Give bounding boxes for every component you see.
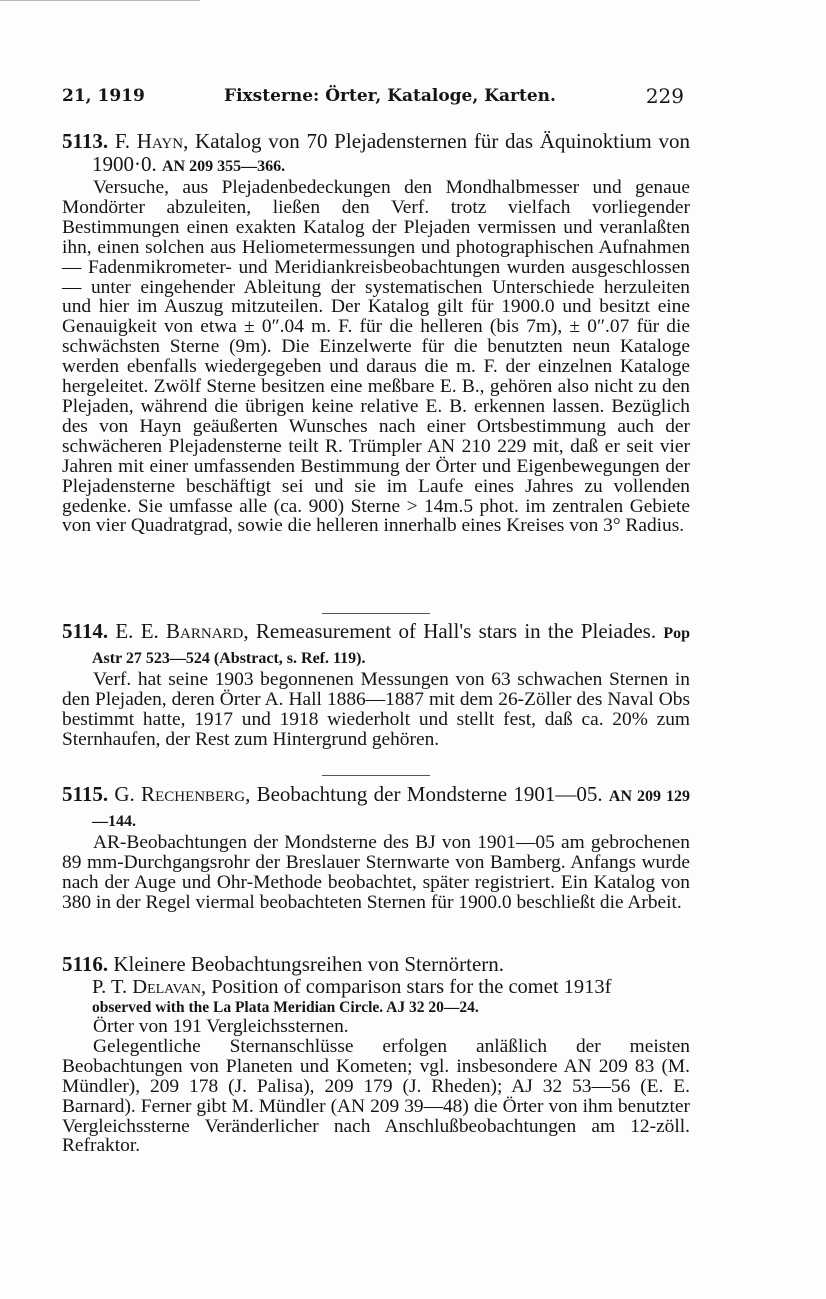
entry-reference: Pop Astr 27 523—524 (Abstract, s. Ref. 119).	[92, 625, 691, 667]
entry-heading	[62, 783, 690, 833]
entry-5113	[62, 130, 690, 536]
sub-entry-reference: observed with the La Plata Meridian Circle. AJ 32 20—24.	[92, 999, 479, 1016]
running-header	[62, 84, 684, 114]
entry-title: Kleinere Beobachtungsreihen von Sternörtern.	[113, 952, 505, 976]
entry-author: E. E. Barnard,	[115, 619, 249, 643]
entry-title: Beobachtung der Mondsterne 1901—05.	[256, 782, 603, 806]
entry-abstract: AR-Beobachtungen der Mondsterne des BJ von 1901—05 am gebrochenen 89 mm-Durchgangsrohr der Breslauer Sternwarte von Bamberg. Anfangs wurde nach der Auge und Ohr-Methode beobachtet, später registriert. Ein Katalog von 380 in der Regel viermal beobachteten Sternen für 1900.0 beschließt die Arbeit.	[62, 832, 690, 913]
sub-entry-note: Örter von 191 Vergleichssternen.	[93, 1016, 349, 1037]
entry-heading	[62, 130, 690, 178]
entry-5114	[62, 620, 690, 750]
entry-reference: AN 209 355—366.	[162, 158, 286, 175]
header-volume-year: 21, 1919	[62, 86, 145, 106]
top-rule	[0, 0, 200, 1]
entry-heading	[62, 620, 690, 670]
sub-entry-heading	[62, 976, 690, 998]
entry-abstract: Versuche, aus Plejadenbedeckungen den Mondhalbmesser und genaue Mondörter abzuleiten, ließen den Verf. trotz vielfach vorliegender Bestimmungen einen exakten Katalog der Plejaden vermissen und veranlaßten ihn, einen solchen aus Heliometermessungen und photographischen Aufnahmen — Fadenmikrometer- und Meridiankreisbeobachtungen wurden ausgeschlossen — unter eingehender Ableitung der systematischen Unterschiede herzuleiten und hier im Auszug mitzuteilen. Der Katalog gilt für 1900.0 und besitzt eine Genauigkeit von etwa ± 0″.04 m. F. für die helleren (bis 7m), ± 0″.07 für die schwächsten Sterne (9m). Die Einzelwerte für die benutzten neun Kataloge werden ebenfalls wiedergegeben und daraus die m. F. der einzelnen Kataloge hergeleitet. Zwölf Sterne besitzen eine meßbare E. B., gehören also nicht zu den Plejaden, während die übrigen keine relative E. B. erkennen lassen. Bezüglich des von Hayn geäußerten Wunsches nach einer Ortsbestimmung auch der schwächeren Plejadensterne teilt R. Trümpler AN 210 229 mit, daß er seit vier Jahren mit einer umfassenden Bestimmung der Örter und Eigenbewegungen der Plejadensterne beschäftigt sei und sie im Laufe eines Jahres zu vollenden gedenke. Sie umfasse alle (ca. 900) Sterne > 14m.5 phot. im zentralen Gebiete von vier Quadratgrad, sowie die helleren innerhalb eines Kreises von 3° Radius.	[62, 177, 690, 537]
separator	[322, 775, 430, 776]
entry-5116	[62, 953, 690, 1156]
header-section-title: Fixsterne: Örter, Kataloge, Karten.	[224, 86, 556, 106]
entry-number: 5113.	[62, 129, 109, 153]
entry-title: Katalog von 70 Plejadensternen für das Äquinoktium von 1900·0.	[92, 129, 690, 176]
entry-author: F. Hayn,	[114, 129, 189, 153]
entry-title: Remeasurement of Hall's stars in the Pleiades.	[255, 619, 657, 643]
entry-author: G. Rechenberg,	[114, 782, 251, 806]
page-number: 229	[645, 84, 684, 108]
entry-number: 5116.	[62, 952, 109, 976]
entry-reference: AN 209 129—144.	[92, 788, 691, 830]
entry-abstract: Gelegentliche Sternanschlüsse erfolgen anläßlich der meisten Beobachtungen von Planeten und Kometen; vgl. insbesondere AN 209 83 (M. Mündler), 209 178 (J. Palisa), 209 179 (J. Rheden); AJ 32 53—56 (E. E. Barnard). Ferner gibt M. Mündler (AN 209 39—48) die Örter von ihm benutzter Vergleichssterne Veränderlicher nach Anschlußbeobachtungen am 12-zöll. Refraktor.	[62, 1035, 690, 1157]
entry-abstract: Verf. hat seine 1903 begonnenen Messungen von 63 schwachen Sternen in den Plejaden, deren Örter A. Hall 1886—1887 mit dem 26-Zöller des Naval Obs bestimmt hatte, 1917 und 1918 wiederholt und stellt fest, daß ca. 20% zum Sternhaufen, der Rest zum Hintergrund gehören.	[62, 669, 690, 750]
entry-heading	[62, 953, 690, 976]
separator	[322, 613, 430, 614]
sub-entry-title: Position of comparison stars for the comet 1913f	[211, 976, 612, 998]
entry-number: 5114.	[62, 619, 109, 643]
entry-5115	[62, 783, 690, 913]
sub-entry-author: P. T. Delavan,	[92, 976, 207, 998]
entry-number: 5115.	[62, 782, 109, 806]
